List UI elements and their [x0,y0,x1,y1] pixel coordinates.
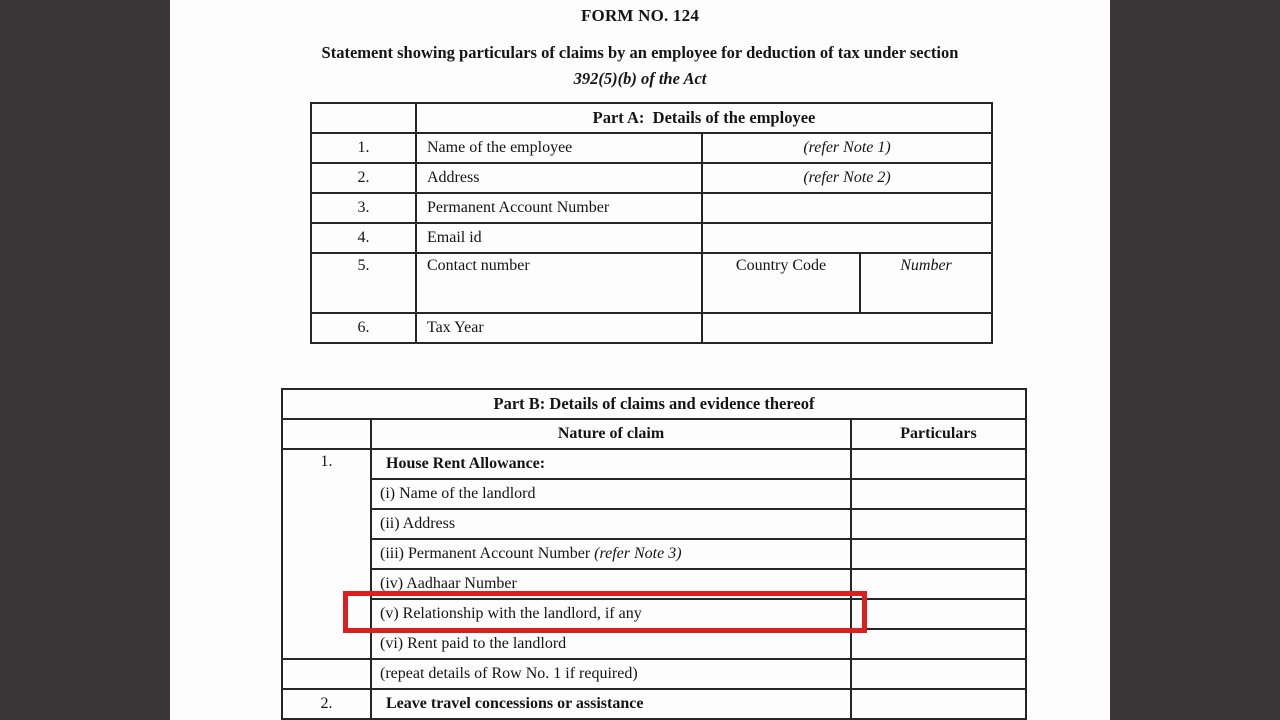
claim-item-cell: (i) Name of the landlord [371,479,851,509]
empty-cell [282,659,371,689]
particulars-cell [851,629,1026,659]
form-subtitle-line1: Statement showing particulars of claims by an employee for deduction of tax under section [321,43,959,62]
claim-item-cell [371,539,851,569]
table-row [282,569,1026,599]
row-number-cell: 4. [311,223,416,253]
empty-cell [311,103,416,133]
table-row [282,689,1026,719]
table-row [311,163,992,193]
table-row [282,629,1026,659]
row-value-cell [702,193,992,223]
part-b-header-row [282,389,1026,419]
part-a-table [310,102,993,344]
claim-item-text: (iii) Permanent Account Number [380,545,595,562]
row-value-cell [702,313,992,343]
claim-title-cell: House Rent Allowance: [371,449,851,479]
claim-item-cell: (iv) Aadhaar Number [371,569,851,599]
left-dark-bar [0,0,170,720]
empty-cell [282,419,371,449]
form-subtitle [170,40,1110,92]
row-number-cell: 1. [311,133,416,163]
form-title: FORM NO. 124 [580,6,700,25]
claim-title-cell: Leave travel concessions or assistance [371,689,851,719]
table-row [311,223,992,253]
table-row [282,539,1026,569]
table-row [282,659,1026,689]
nature-of-claim-header: Nature of claim [371,419,851,449]
row-label-cell: Address [416,163,702,193]
table-row [282,479,1026,509]
repeat-details-cell: (repeat details of Row No. 1 if required) [371,659,851,689]
part-a-header-row [311,103,992,133]
particulars-cell [851,569,1026,599]
country-code-cell: Country Code [702,253,860,313]
particulars-cell [851,599,1026,629]
row-label-cell: Contact number [416,253,702,313]
particulars-cell [851,689,1026,719]
table-row [282,509,1026,539]
particulars-cell [851,479,1026,509]
particulars-header: Particulars [851,419,1026,449]
row-label-cell: Permanent Account Number [416,193,702,223]
row-label-cell: Name of the employee [416,133,702,163]
row-number-cell: 1. [282,449,371,659]
row-label-cell: Tax Year [416,313,702,343]
claim-item-cell: (v) Relationship with the landlord, if any [371,599,851,629]
particulars-cell [851,509,1026,539]
claim-item-cell: (ii) Address [371,509,851,539]
refer-note-text: (refer Note 3) [594,545,682,562]
row-value-cell: (refer Note 2) [702,163,992,193]
form-subtitle-line2: 392(5)(b) of the Act [573,69,707,88]
part-b-table [281,388,1027,720]
table-row [282,449,1026,479]
particulars-cell [851,659,1026,689]
row-value-cell: (refer Note 1) [702,133,992,163]
row-label-cell: Email id [416,223,702,253]
part-a-header: Part A: Details of the employee [416,103,992,133]
part-b-header: Part B: Details of claims and evidence thereof [282,389,1026,419]
particulars-cell [851,449,1026,479]
table-row [311,313,992,343]
row-value-cell [702,223,992,253]
row-number-cell: 6. [311,313,416,343]
number-cell: Number [860,253,992,313]
part-b-columns-row [282,419,1026,449]
table-row [311,193,992,223]
table-row [311,133,992,163]
row-number-cell: 2. [311,163,416,193]
row-number-cell: 5. [311,253,416,313]
particulars-cell [851,539,1026,569]
row-number-cell: 3. [311,193,416,223]
row-number-cell: 2. [282,689,371,719]
table-row-highlighted [282,599,1026,629]
table-row [311,253,992,313]
claim-item-cell: (vi) Rent paid to the landlord [371,629,851,659]
document-page [170,0,1110,720]
right-dark-bar [1110,0,1280,720]
